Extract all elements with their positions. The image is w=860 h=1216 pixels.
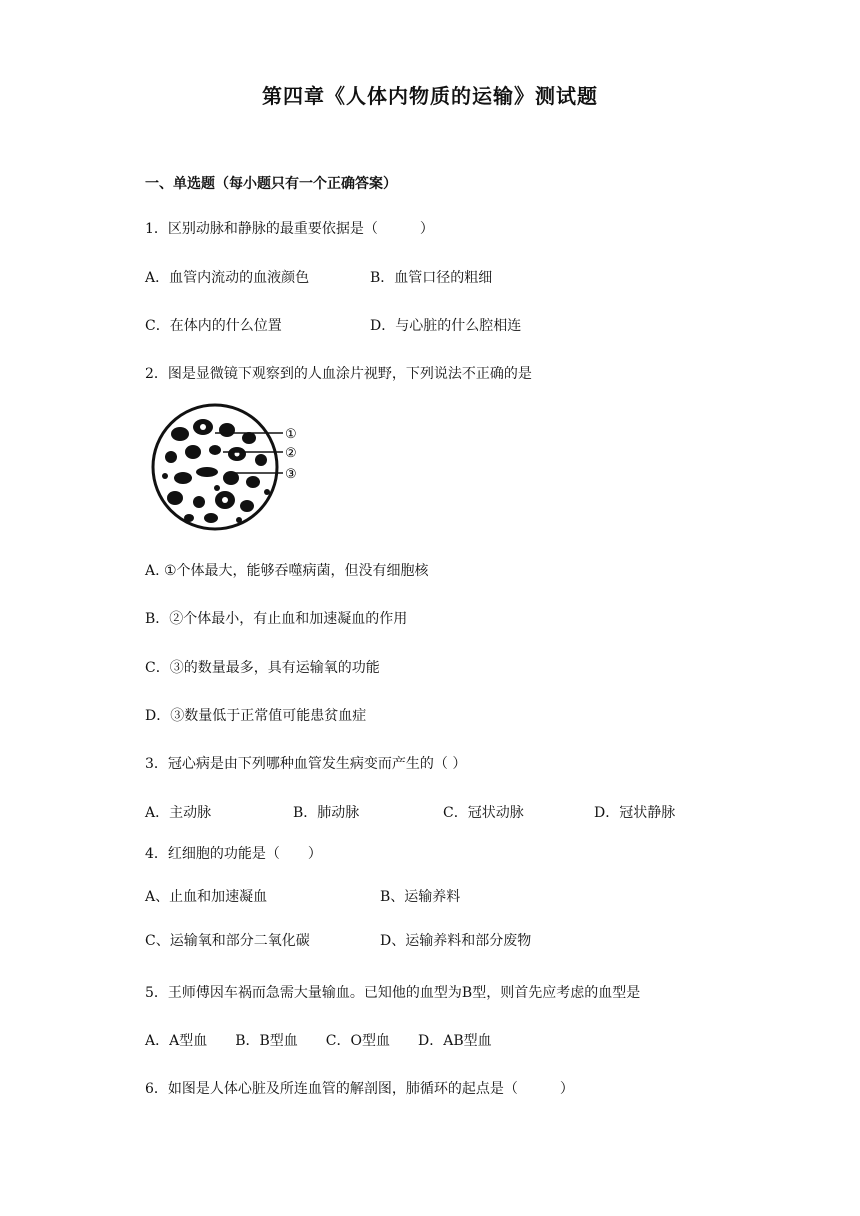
blood-smear-image [145, 402, 305, 532]
question-2-option-b: B．②个体最小，有止血和加速凝血的作用 [145, 611, 408, 627]
question-4-option-c: C、运输氧和部分二氧化碳 [145, 933, 310, 949]
question-4-stem: 4．红细胞的功能是（ ） [145, 846, 322, 862]
blood-smear-figure [145, 402, 305, 532]
question-3-stem: 3．冠心病是由下列哪种血管发生病变而产生的（ ） [145, 756, 467, 772]
question-4-option-b: B、运输养料 [380, 889, 461, 905]
question-6-stem: 6．如图是人体心脏及所连血管的解剖图，肺循环的起点是（ ） [145, 1081, 574, 1097]
question-5-options: A．A型血 B．B型血 C．O型血 D．AB型血 [145, 1033, 492, 1049]
question-3-option-d: D．冠状静脉 [594, 805, 676, 821]
figure-label-3: ③ [285, 467, 297, 482]
question-3-option-b: B．肺动脉 [293, 805, 360, 821]
question-2-option-d: D．③数量低于正常值可能患贫血症 [145, 708, 367, 724]
question-2-option-c: C．③的数量最多，具有运输氧的功能 [145, 660, 380, 676]
question-2-stem: 2．图是显微镜下观察到的人血涂片视野，下列说法不正确的是 [145, 366, 532, 382]
question-1-stem: 1．区别动脉和静脉的最重要依据是（ ） [145, 221, 434, 237]
question-4-option-d: D、运输养料和部分废物 [380, 933, 532, 949]
section-heading: 一、单选题（每小题只有一个正确答案） [145, 176, 397, 192]
question-1-option-a: A．血管内流动的血液颜色 [145, 270, 310, 286]
page-title: 第四章《人体内物质的运输》测试题 [262, 84, 598, 108]
question-3-option-a: A．主动脉 [145, 805, 212, 821]
question-4-option-a: A、止血和加速凝血 [145, 889, 268, 905]
question-1-option-b: B．血管口径的粗细 [370, 270, 493, 286]
question-1-option-c: C．在体内的什么位置 [145, 318, 282, 334]
figure-label-1: ① [285, 427, 297, 442]
question-3-option-c: C．冠状动脉 [443, 805, 524, 821]
figure-label-2: ② [285, 446, 297, 461]
question-2-option-a: A. ①个体最大，能够吞噬病菌，但没有细胞核 [145, 563, 429, 579]
question-1-option-d: D．与心脏的什么腔相连 [370, 318, 522, 334]
question-5-stem: 5．王师傅因车祸而急需大量输血。已知他的血型为B型，则首先应考虑的血型是 [145, 985, 641, 1001]
